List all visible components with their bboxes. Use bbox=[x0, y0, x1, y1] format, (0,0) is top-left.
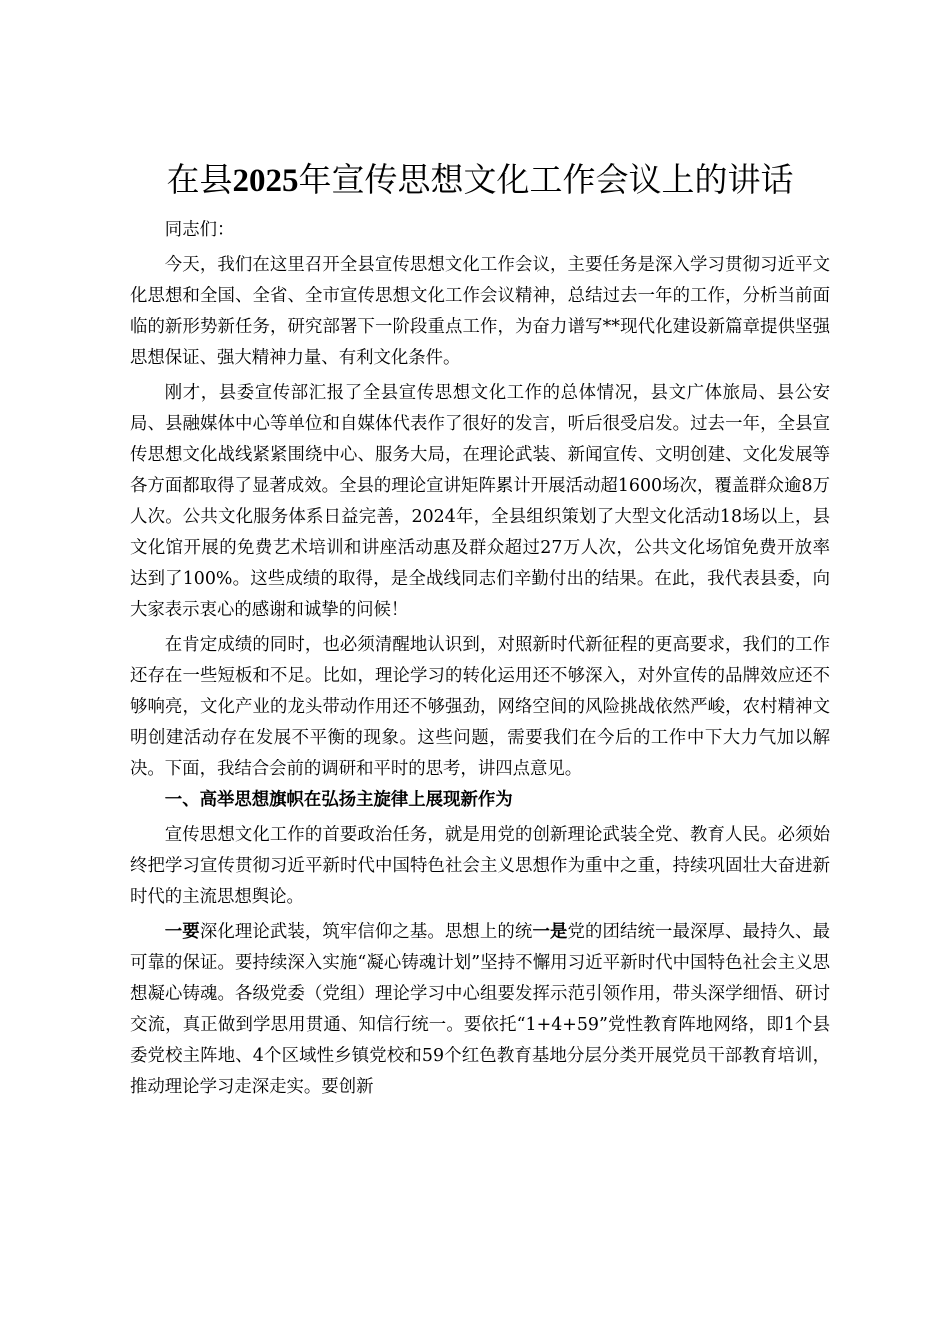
title-suffix: 年宣传思想文化工作会议上的讲话 bbox=[298, 160, 794, 199]
document-page bbox=[130, 160, 830, 1103]
paragraph-section1-point1 bbox=[130, 917, 830, 1103]
paragraph-shortcomings: 在肯定成绩的同时，也必须清醒地认识到，对照新时代新征程的更高要求，我们的工作还存在一些短板和不足。比如，理论学习的转化运用还不够深入，对外宣传的品牌效应还不够响亮，文化产业的龙头带动作用还不够强劲，网络空间的风险挑战依然严峻，农村精神文明创建活动存在发展不平衡的现象。这些问题，需要我们在今后的工作中下大力气加以解决。下面，我结合会前的调研和平时的思考，讲四点意见。 bbox=[130, 635, 830, 779]
point-lead-label: 一要 bbox=[164, 922, 200, 942]
point-text-b: 党的团结统一最深厚、最持久、最可靠的保证。要持续深入实施“凝心铸魂计划”坚持不懈用习近平新时代中国特色社会主义思想凝心铸魂。各级党委（党组）理论学习中心组要发挥示范引领作用，带头深学细悟、研讨交流，真正做到学思用贯通、知信行统一。要依托“1+4+59”党性教育阵地网络，即1个县委党校主阵地、4个区域性乡镇党校和59个红色教育基地分层分类开展党员干部教育培训，推动理论学习走深走实。要创新 bbox=[130, 922, 830, 1097]
document-title bbox=[130, 160, 830, 201]
salutation: 同志们： bbox=[164, 220, 235, 240]
paragraph-section1-intro: 宣传思想文化工作的首要政治任务，就是用党的创新理论武装全党、教育人民。必须始终把学习宣传贯彻习近平新时代中国特色社会主义思想作为重中之重，持续巩固壮大奋进新时代的主流思想舆论。 bbox=[130, 825, 830, 907]
paragraph-opening: 今天，我们在这里召开全县宣传思想文化工作会议，主要任务是深入学习贯彻习近平文化思想和全国、全省、全市宣传思想文化工作会议精神，总结过去一年的工作，分析当前面临的新形势新任务，研究部署下一阶段重点工作，为奋力谱写**现代化建设新篇章提供坚强思想保证、强大精神力量、有利文化条件。 bbox=[130, 255, 830, 368]
paragraph-achievements: 刚才，县委宣传部汇报了全县宣传思想文化工作的总体情况，县文广体旅局、县公安局、县融媒体中心等单位和自媒体代表作了很好的发言，听后很受启发。过去一年，全县宣传思想文化战线紧紧围绕中心、服务大局，在理论武装、新闻宣传、文明创建、文化发展等各方面都取得了显著成效。全县的理论宣讲矩阵累计开展活动超1600场次，覆盖群众逾8万人次。公共文化服务体系日益完善，2024年，全县组织策划了大型文化活动18场以上，县文化馆开展的免费艺术培训和讲座活动惠及群众超过27万人次，公共文化场馆免费开放率达到了100%。这些成绩的取得，是全战线同志们辛勤付出的结果。在此，我代表县委，向大家表示衷心的感谢和诚挚的问候！ bbox=[130, 383, 830, 620]
point-text-a: 深化理论武装，筑牢信仰之基。思想上的统 bbox=[199, 922, 533, 942]
title-prefix: 在县 bbox=[166, 160, 233, 199]
point-emphasis: 一是 bbox=[532, 922, 568, 942]
title-year: 2025 bbox=[232, 163, 299, 199]
section-heading-1: 一、高举思想旗帜在弘扬主旋律上展现新作为 bbox=[164, 790, 513, 810]
